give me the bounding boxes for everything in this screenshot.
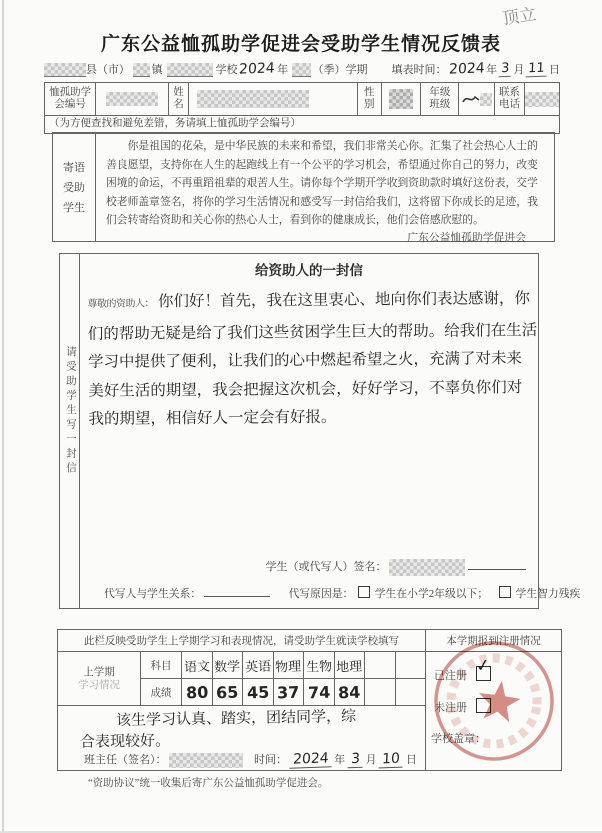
score-cell: 74 [304, 679, 335, 705]
seal-label: 学校盖章： [431, 733, 486, 745]
redacted-grade [480, 93, 492, 106]
signature-blank-line [468, 557, 526, 570]
reason-option-2: 学生智力残疾 [515, 588, 581, 600]
student-info-row [45, 83, 559, 115]
time-day-handwritten: 10 [379, 751, 404, 769]
name-label: 姓 名 [169, 83, 189, 115]
letter-side-label: 请受助学生写一封信 [65, 346, 76, 477]
registered-row: 已注册 ✓ [434, 655, 492, 682]
handwriting-stroke [462, 92, 480, 106]
student-info-table [44, 82, 560, 134]
letter-line: 我的期望，相信好人一定会有好报。 [88, 407, 337, 428]
subject-cell: 语文 [182, 652, 213, 678]
relation-blank-line [204, 584, 270, 597]
score-cell: 37 [274, 679, 305, 705]
teacher-label: 班主任（签名）： [84, 754, 167, 766]
message-to-student-box [52, 132, 555, 242]
scores-rows [141, 652, 425, 705]
school-report-left [58, 630, 425, 770]
subject-cell: 数学 [213, 652, 244, 678]
message-box-label: 寄语 受助 学生 [53, 133, 96, 241]
score-cell-empty [365, 679, 396, 705]
score-cell: 84 [335, 679, 366, 705]
scores-grid [58, 652, 425, 706]
student-sign-label: 学生（或代写人）签名： [265, 561, 387, 574]
fill-day-handwritten: 11 [526, 61, 547, 78]
footer-note: “资助协议”统一收集后寄广东公益恤孤助学促进会。 [88, 778, 329, 789]
county-label: 县（市） [85, 64, 130, 76]
gender-value [382, 83, 422, 115]
report-header-right: 本学期报到注册情况 [426, 630, 561, 652]
redacted-term [292, 63, 310, 77]
subject-row [141, 652, 425, 679]
score-cell-empty [396, 679, 426, 705]
phone-label: 联系 电话 [495, 83, 525, 115]
teacher-comment-area [58, 706, 425, 750]
corner-handwritten-note: 顶立 [501, 4, 538, 30]
name-value [189, 83, 357, 115]
letter-to-sponsor-box [59, 253, 581, 609]
letter-side-strip [60, 254, 80, 608]
score-cell: 65 [213, 679, 244, 705]
redacted-id [106, 92, 158, 106]
subject-cell: 生物 [304, 652, 335, 678]
teacher-signature-row [58, 751, 451, 768]
message-paragraph: 你是祖国的花朵，是中华民族的未来和希望，我们非常关心你。汇集了社会热心人士的善良愿望，支持你在人生的起跑线上有一个公平的学习机会，希望通过你自己的努力，改变困境的命运，不再重蹈祖辈的艰苦人生。请你每个学期开学收到资助款时填好这份表，交学校老师盖章签名，将你的学习生活情况和感受写一封信给我们，这将留下你成长的足迹，我们会转寄给资助和关心你的热心人士，看到你的健康成长，他们会倍感欣慰的。 [106, 140, 538, 227]
letter-line: 尊敬的资助人： 你们好！首先，我在这里衷心、地向你们表达感谢，你 [87, 289, 531, 311]
last-term-label: 上学期 学习情况 [58, 652, 141, 705]
year-handwritten: 2024 [239, 60, 276, 78]
reason-option-1: 学生在小学2年级以下； [374, 588, 489, 600]
proxy-writer-row [104, 584, 581, 601]
comment-line: 该生学习认真、踏实，团结同学，综 [115, 706, 357, 730]
school-label: 学校 [215, 64, 238, 76]
fill-year-unit: 年 [486, 64, 498, 76]
id-value [96, 83, 169, 115]
grade-label: 年级 班级 [421, 83, 459, 115]
fill-year-handwritten: 2024 [448, 60, 485, 78]
score-row [141, 679, 425, 705]
redacted-phone [525, 92, 559, 107]
unregistered-row: 未注册 [434, 698, 491, 715]
time-month-unit: 月 [365, 754, 377, 766]
letter-line: 美好生活的期望，我会把握这次机会，好好学习，不辜负你们对 [88, 377, 523, 400]
letter-line: 们的帮助无疑是给了我们这些贫困学生巨大的帮助。给我们在生活 [87, 320, 538, 343]
letter-handwritten-body [87, 284, 538, 433]
time-label: 时间： [254, 754, 287, 766]
score-cell: 80 [182, 679, 213, 705]
redacted-town [133, 63, 150, 77]
school-report-table [57, 629, 562, 771]
form-title: 广东公益恤孤助学促进会受助学生情况反馈表 [100, 34, 501, 55]
phone-value [525, 83, 559, 115]
time-day-unit: 日 [405, 754, 417, 766]
subject-cell: 英语 [243, 652, 274, 678]
message-body [96, 133, 554, 244]
time-year-unit: 年 [334, 754, 346, 766]
letter-line: 学习中提供了便利，让我们的心中燃起希望之火，充满了对未来 [87, 349, 523, 371]
letter-salutation: 尊敬的资助人： [87, 298, 155, 310]
check-mark-icon: ✓ [474, 655, 492, 677]
year-unit: 年 [277, 64, 289, 76]
letter-title: 给资助人的一封信 [255, 263, 363, 278]
subject-cell: 地理 [335, 652, 366, 678]
comment-line: 合表现较好。 [79, 731, 171, 751]
redacted-name [197, 90, 309, 108]
redacted-gender [389, 89, 413, 109]
redacted-school [167, 63, 214, 77]
checkbox-reason-grade2 [358, 586, 370, 598]
id-label: 恤孤助学 会编号 [45, 83, 96, 115]
subject-cell-empty [365, 652, 396, 678]
star-icon [476, 678, 523, 723]
score-header: 成绩 [141, 679, 182, 705]
fill-time-label: 填表时间： [391, 64, 447, 76]
town-label: 镇 [151, 64, 163, 76]
redacted-teacher-signature [169, 753, 243, 768]
score-cell: 45 [243, 679, 274, 705]
subject-cell: 物理 [274, 652, 305, 678]
registration-column [425, 630, 561, 770]
fill-day-unit: 日 [549, 64, 560, 76]
time-month-handwritten: 3 [347, 751, 363, 769]
time-year-handwritten: 2024 [289, 750, 332, 768]
subject-cell-empty [396, 652, 426, 678]
report-header-left: 此栏反映受助学生上学期学习和表现情况，请受助学生就读学校填写 [58, 630, 425, 652]
reason-label: 代写原因是： [288, 588, 354, 600]
fill-month-unit: 月 [513, 64, 525, 76]
letter-content [80, 254, 581, 608]
form-header-line [44, 61, 560, 77]
redacted-student-signature [389, 559, 465, 576]
school-seal-stamp [421, 628, 568, 775]
redacted-county [44, 63, 86, 77]
grade-value [459, 83, 495, 115]
subject-header: 科目 [141, 652, 182, 678]
relation-label: 代写人与学生关系： [104, 588, 202, 600]
association-signature: 广东公益恤孤助学促进会 [407, 231, 526, 244]
fill-month-handwritten: 3 [499, 61, 512, 77]
gender-label: 性 别 [358, 83, 382, 115]
checkbox-reason-disability [499, 586, 511, 598]
student-signature-row [266, 557, 527, 576]
scan-edge-left [2, 0, 4, 833]
id-note: （为方便查找和避免差错，务请填上恤孤助学会编号） [45, 115, 559, 133]
term-label: （季）学期 [312, 64, 368, 76]
